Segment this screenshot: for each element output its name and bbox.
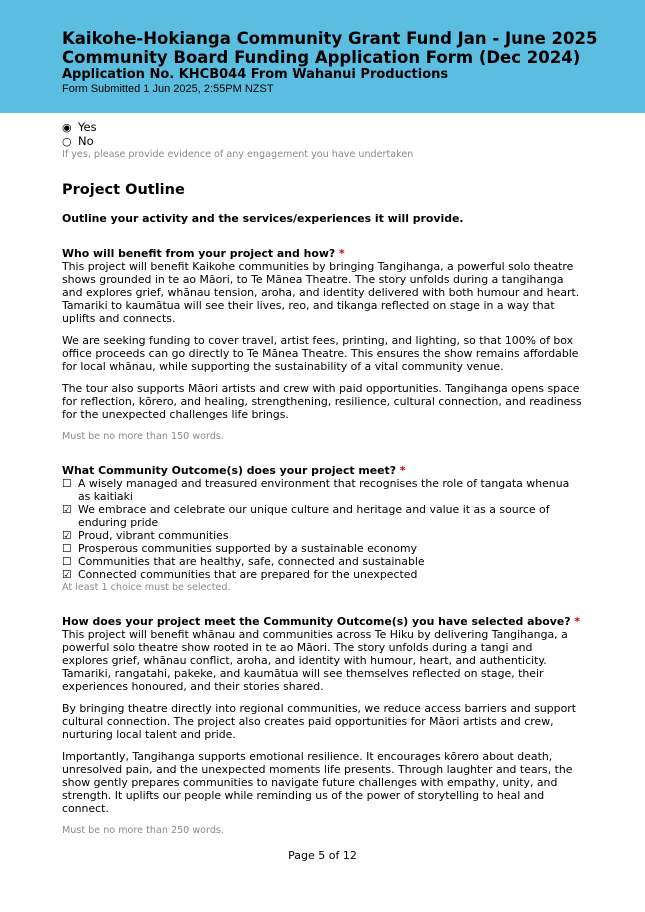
checkbox-label: Proud, vibrant communities [78, 529, 229, 542]
answer-outcome-alignment [62, 628, 582, 815]
checkbox-option[interactable] [62, 542, 582, 555]
form-title-line-1: Kaikohe-Hokianga Community Grant Fund Jan - June 2025 [62, 29, 598, 48]
checkbox-option[interactable] [62, 477, 582, 503]
required-marker: * [574, 615, 581, 628]
question-label: Who will benefit from your project and how? [62, 247, 336, 260]
choice-hint: At least 1 choice must be selected. [62, 582, 231, 593]
answer-paragraph: By bringing theatre directly into regional communities, we reduce access barriers and support cultural connection. The project also creates paid opportunities for Māori artists and crew, nurturing local talent and pride. [62, 702, 577, 741]
checkbox-option[interactable] [62, 568, 582, 581]
checkbox-label: Prosperous communities supported by a sustainable economy [78, 542, 418, 555]
word-limit-hint: Must be no more than 150 words. [62, 431, 224, 442]
answer-paragraph: The tour also supports Māori artists and crew with paid opportunities. Tangihanga opens space for reflection, kōrero, and healing, strengthening, resilience, cultural connection, and readiness for the unexpected challenges life brings. [62, 382, 582, 421]
checkbox-option[interactable] [62, 529, 582, 542]
answer-paragraph: Importantly, Tangihanga supports emotional resilience. It encourages kōrero about death, unresolved pain, and the unexpected moments life presents. Through laughter and tears, the show gently prepares communities to navigate future challenges with empathy, unity, and strength. It uplifts our people while reminding us of the power of storytelling to heal and connect. [62, 750, 573, 815]
required-marker: * [339, 247, 345, 260]
checkbox-label: A wisely managed and treasured environment that recognises the role of tangata whenua as kaitiaki [78, 477, 570, 503]
checkbox-unchecked-icon: ☐ [62, 555, 72, 568]
form-header [0, 0, 645, 113]
answer-paragraph: This project will benefit whānau and communities across Te Hiku by delivering Tangihanga, a powerful solo theatre show rooted in te ao Māori. The story unfolds during a tangi and explores grief, whānau conflict, aroha, and identity with humour, heart, and authenticity. Tamariki, rangatahi, pakeke, and kaumātua will see themselves reflected on stage, their experiences honoured, and their stories shared. [62, 628, 568, 693]
checkbox-label: We embrace and celebrate our unique culture and heritage and value it as a source of enduring pride [78, 503, 550, 529]
checkbox-checked-icon: ☑ [62, 529, 72, 542]
checkbox-unchecked-icon: ☐ [62, 477, 72, 490]
submission-timestamp: Form Submitted 1 Jun 2025, 2:55PM NZST [62, 83, 274, 95]
section-instruction: Outline your activity and the services/experiences it will provide. [62, 212, 464, 225]
radio-option-no[interactable] [62, 135, 582, 149]
checkbox-option[interactable] [62, 555, 582, 568]
engagement-hint: If yes, please provide evidence of any engagement you have undertaken [62, 149, 414, 160]
application-number: Application No. KHCB044 From Wahanui Productions [62, 67, 449, 82]
checkbox-option[interactable] [62, 503, 582, 529]
radio-unselected-icon: ○ [62, 134, 72, 148]
question-label: How does your project meet the Community Outcome(s) you have selected above? [62, 615, 571, 628]
question-community-outcomes [62, 464, 582, 477]
page-number: Page 5 of 12 [288, 849, 357, 862]
answer-paragraph: We are seeking funding to cover travel, artist fees, printing, and lighting, so that 100% of box office proceeds can go directly to Te Mānea Theatre. This ensures the show remains affordable for local whānau, while supporting the sustainability of a vital community venue. [62, 334, 579, 373]
checkbox-checked-icon: ☑ [62, 503, 72, 516]
section-title: Project Outline [62, 182, 185, 198]
question-beneficiaries [62, 247, 582, 260]
outcome-checkbox-list [62, 477, 582, 581]
question-label: What Community Outcome(s) does your project meet? [62, 464, 397, 477]
answer-paragraph: This project will benefit Kaikohe communities by bringing Tangihanga, a powerful solo theatre shows grounded in te ao Māori, to Te Mānea Theatre. The story unfolds during a tangihanga and explores grief, whānau tension, aroha, and identity delivered with both humour and heart. Tamariki to kaumātua will see their lives, reo, and tikanga reflected on stage in a way that uplifts and connects. [62, 260, 580, 325]
required-marker: * [399, 464, 406, 477]
radio-label: Yes [78, 120, 97, 134]
word-limit-hint: Must be no more than 250 words. [62, 825, 224, 836]
answer-beneficiaries [62, 260, 582, 421]
radio-selected-icon: ◉ [62, 121, 72, 134]
checkbox-unchecked-icon: ☐ [62, 542, 72, 555]
radio-label: No [78, 133, 94, 148]
checkbox-label: Communities that are healthy, safe, connected and sustainable [78, 555, 425, 568]
checkbox-checked-icon: ☑ [62, 568, 72, 581]
form-title-line-2: Community Board Funding Application Form (Dec 2024) [62, 48, 581, 67]
form-content [62, 121, 582, 837]
checkbox-label: Connected communities that are prepared for the unexpected [78, 568, 418, 581]
radio-option-yes[interactable] [62, 121, 582, 135]
question-outcome-alignment [62, 615, 582, 628]
